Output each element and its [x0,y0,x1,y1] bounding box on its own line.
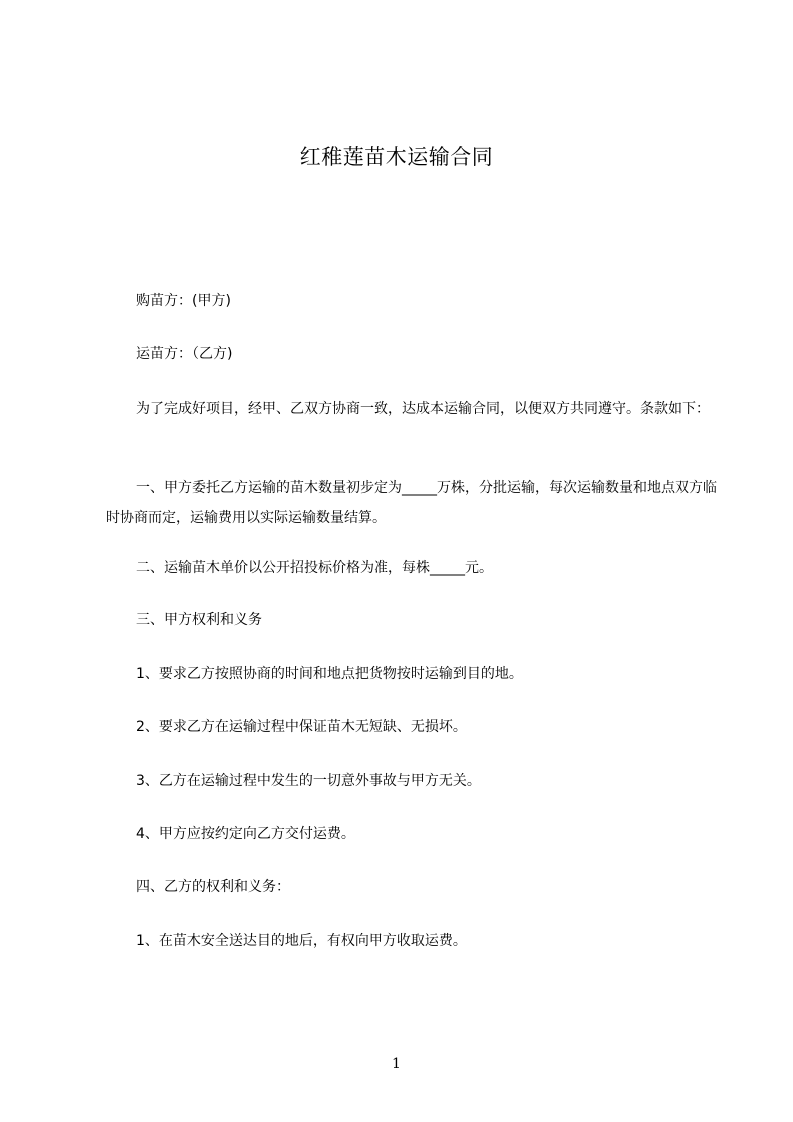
paragraph-carrier: 运苗方：（乙方) [136,346,233,362]
paragraph-clause-3-item-4: 4、甲方应按约定向乙方交付运费。 [136,826,355,842]
paragraph-buyer: 购苗方：(甲方) [136,293,231,309]
paragraph-clause-2: 二、运输苗木单价以公开招投标价格为准，每株_____元。 [136,560,493,576]
paragraph-clause-3-item-2: 2、要求乙方在运输过程中保证苗木无短缺、无损坏。 [136,719,467,735]
paragraph-preamble: 为了完成好项目，经甲、乙双方协商一致，达成本运输合同，以便双方共同遵守。条款如下： [136,401,710,417]
paragraph-clause-3-item-3: 3、乙方在运输过程中发生的一切意外事故与甲方无关。 [136,773,481,789]
paragraph-clause-4-heading: 四、乙方的权利和义务： [136,879,290,895]
paragraph-clause-3-heading: 三、甲方权利和义务 [136,612,262,628]
paragraph-clause-3-item-1: 1、要求乙方按照协商的时间和地点把货物按时运输到目的地。 [136,666,523,682]
page-number: 1 [392,1056,401,1072]
paragraph-clause-4-item-1: 1、在苗木安全送达目的地后，有权向甲方收取运费。 [136,933,467,949]
document-title: 红稚莲苗木运输合同 [299,145,494,169]
paragraph-clause-1: 一、甲方委托乙方运输的苗木数量初步定为_____万株，分批运输，每次运输数量和地点双方临时协商而定，运输费用以实际运输数量结算。 [106,480,717,526]
